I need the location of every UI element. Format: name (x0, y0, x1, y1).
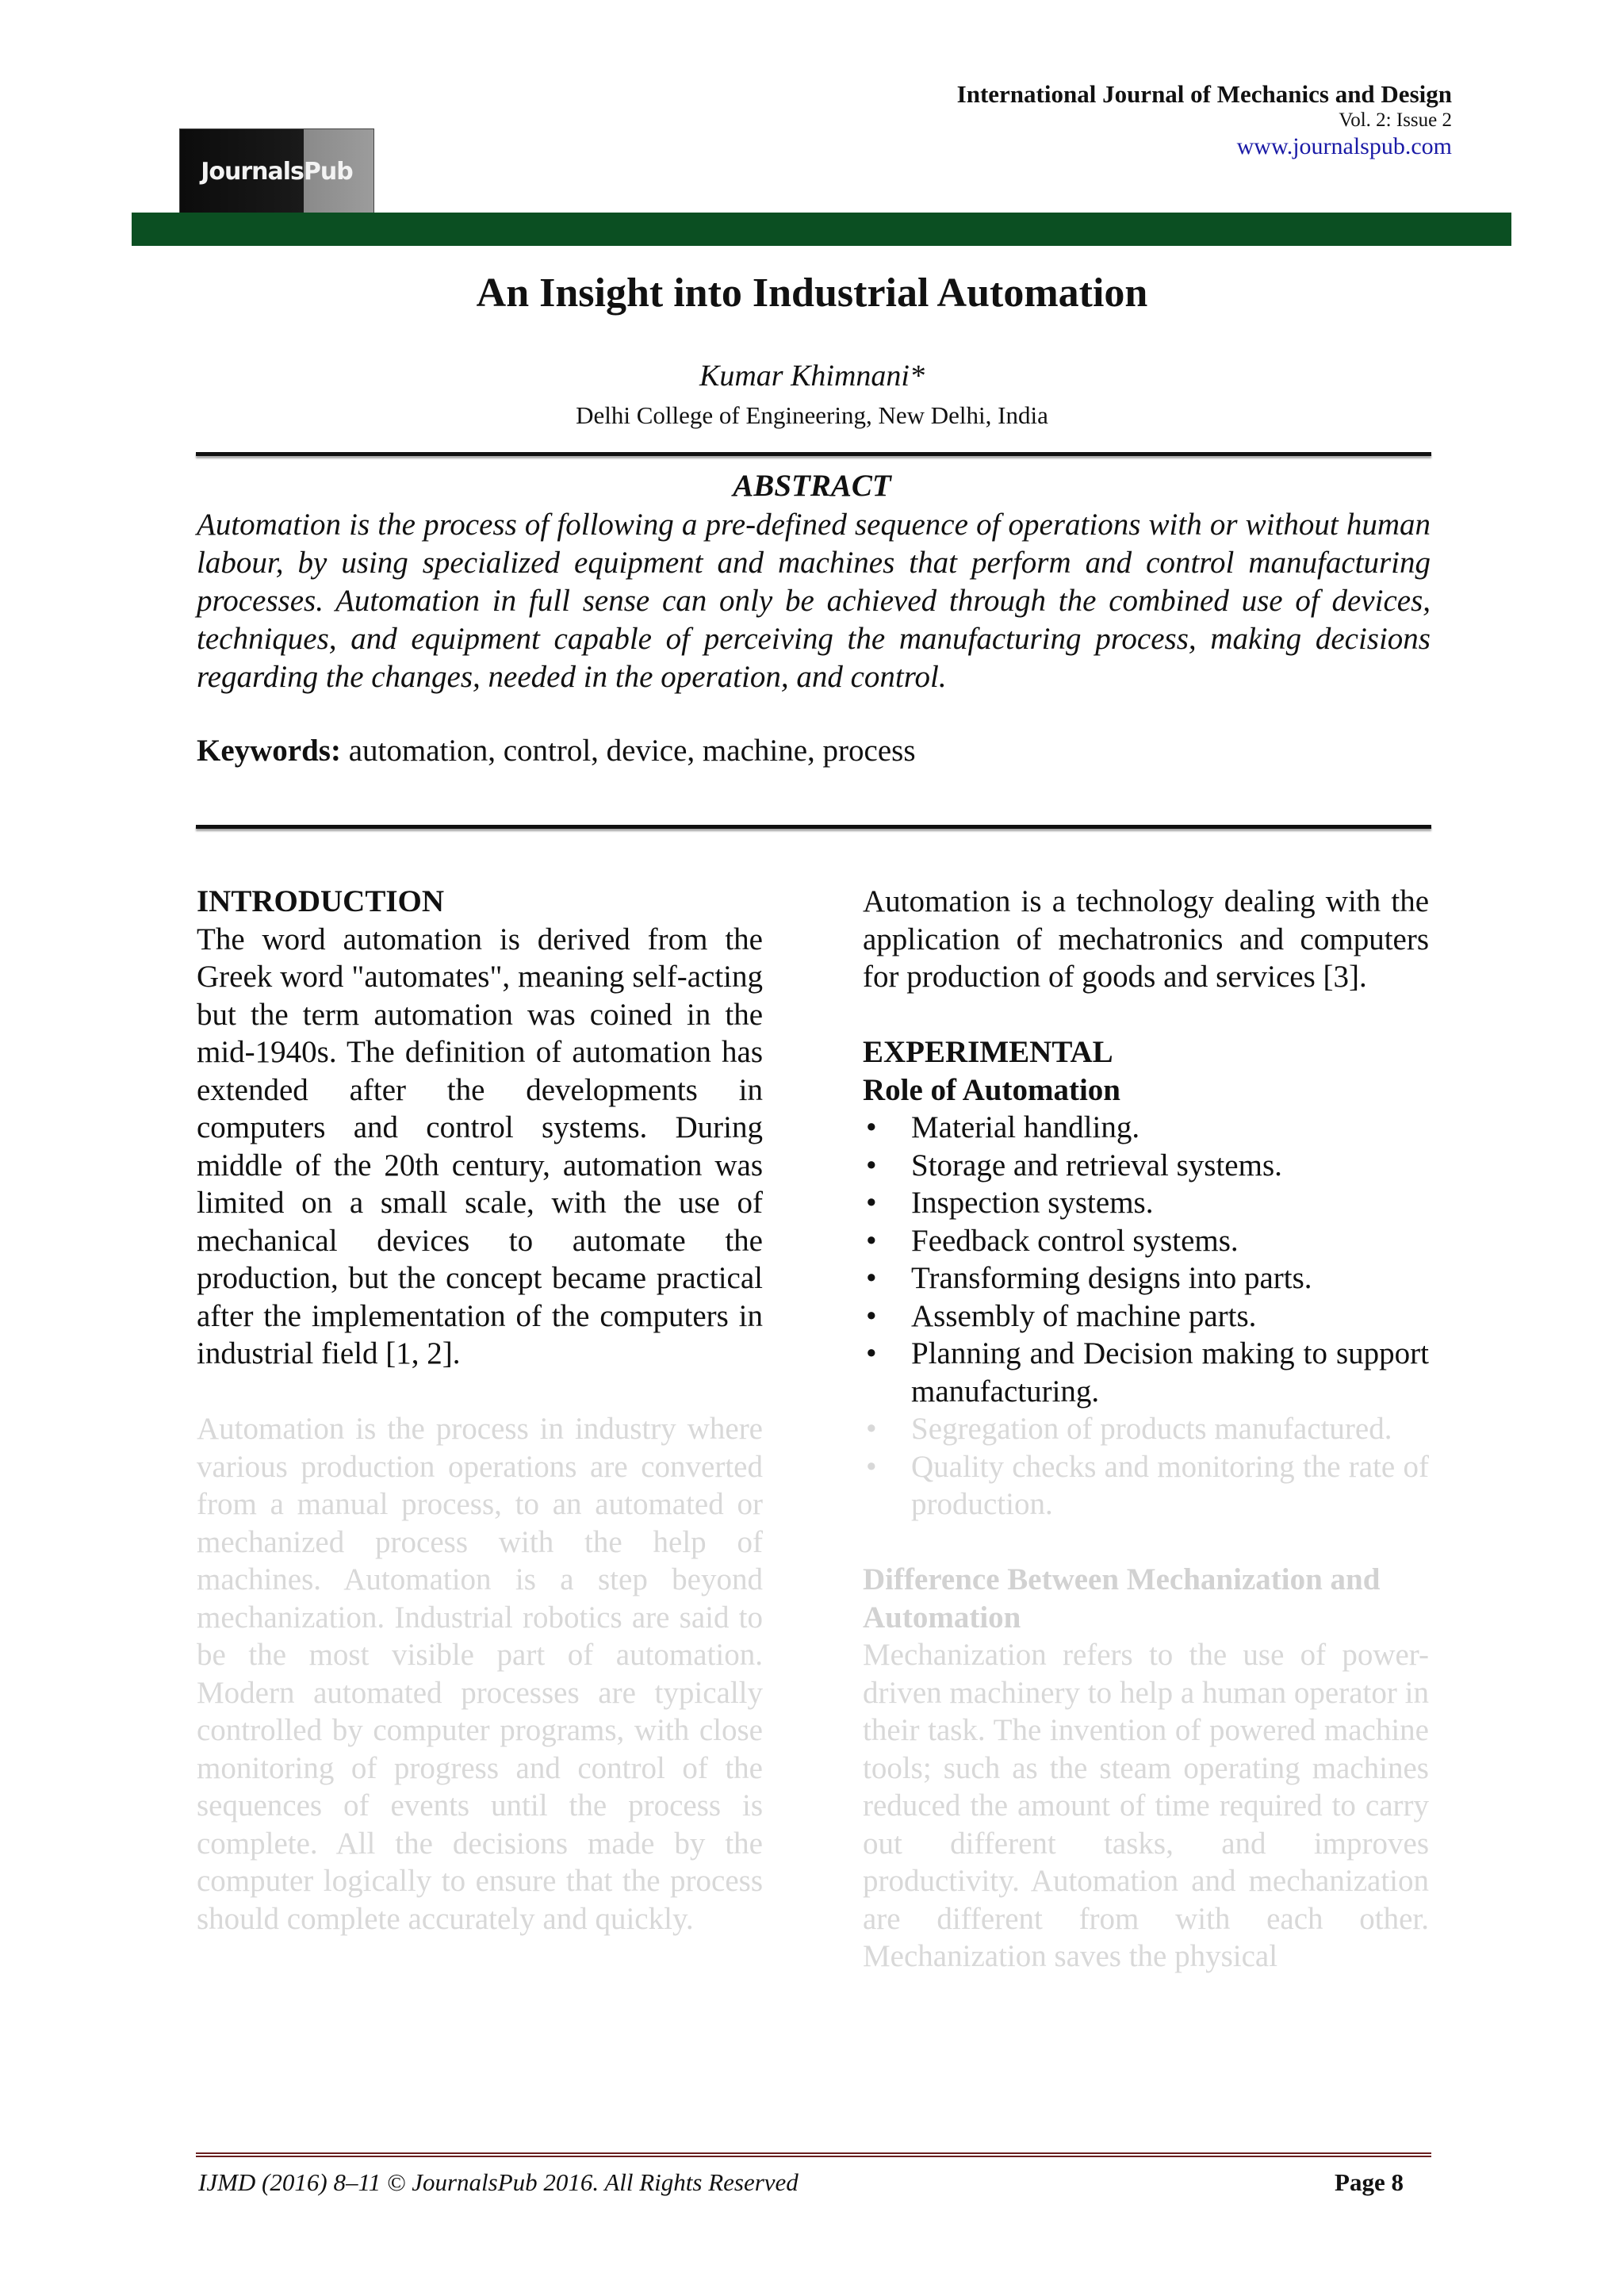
journal-issue: Vol. 2: Issue 2 (1339, 109, 1452, 132)
author-name: Kumar Khimnani* (699, 359, 925, 393)
journal-header (957, 79, 1452, 161)
journalspub-logo (179, 128, 374, 214)
page-number: Page 8 (1335, 2168, 1404, 2196)
introduction-heading: INTRODUCTION (197, 884, 445, 918)
author-affiliation: Delhi College of Engineering, New Delhi, India (576, 401, 1048, 429)
list-item: • Feedback control systems. (866, 1223, 1239, 1258)
list-item: • Quality checks and monitoring the rate of production. (866, 1449, 1429, 1521)
difference-heading: Difference Between Mechanization and Automation (863, 1562, 1381, 1635)
paper-title: An Insight into Industrial Automation (476, 270, 1148, 316)
abstract-text: Automation is the process of following a pre-defined sequence of operations with or without human labour, by using specialized equipment and machines that perform and control manufacturing processes. Automation in full sense can only be achieved through the combined use of devices, techniques, and equipment capable of perceiving the manufacturing process, making decisions regarding the changes, needed in the operation, and control. (197, 508, 1431, 694)
abstract-bottom-rule (196, 825, 1431, 829)
difference-paragraph: Mechanization refers to the use of power-driven machinery to help a human operator in their task. The invention of powered machine tools; such as the steam operating machines reduced the amount of time required to carry out different tasks, and improves productivity. Automation and mechanization are different from with each other. Mechanization saves the physical (863, 1638, 1429, 1973)
journal-name: International Journal of Mechanics and Design (956, 80, 1452, 108)
abstract-heading: ABSTRACT (733, 469, 891, 503)
list-item: • Assembly of machine parts. (866, 1298, 1257, 1333)
list-item: • Planning and Decision making to support manufacturing. (866, 1336, 1429, 1409)
footer-rule (196, 2152, 1431, 2157)
role-bullet-list (863, 1109, 1429, 1524)
automation-definition-paragraph: Automation is a technology dealing with the application of mechatronics and computers for production of goods and services [3]. (863, 884, 1429, 994)
introduction-paragraph-2: Automation is the process in industry where various production operations are converted from a manual process, to an automated or mechanized process with the help of machines. Automation is a step beyond mechanization. Industrial robotics are said to be the most visible part of automation. Modern automated processes are typically controlled by computer programs, with close monitoring of progress and control of the sequences of events until the process is complete. All the decisions made by the computer logically to ensure that the process should complete accurately and quickly. (197, 1412, 763, 1936)
footer-citation: IJMD (2016) 8–11 © JournalsPub 2016. All Rights Reserved (198, 2168, 799, 2196)
left-column (197, 883, 763, 1938)
keywords-label: Keywords: (197, 734, 341, 768)
right-column (863, 883, 1429, 1976)
experimental-heading: EXPERIMENTAL (863, 1035, 1113, 1069)
abstract-top-rule (196, 452, 1431, 456)
introduction-paragraph-1: The word automation is derived from the Greek word "automates", meaning self-acting but the term automation was coined in the mid-1940s. The definition of automation has extended after the developments in computers and control systems. During middle of the 20th century, automation was limited on a small scale, with the use of mechanical devices to automate the production, but the concept became practical after the implementation of the computers in industrial field [1, 2]. (197, 922, 763, 1370)
journal-url-link[interactable]: www.journalspub.com (1236, 133, 1452, 160)
role-of-automation-heading: Role of Automation (863, 1072, 1120, 1107)
header-bar (132, 213, 1511, 246)
list-item: • Material handling. (866, 1110, 1140, 1144)
list-item: • Transforming designs into parts. (866, 1261, 1312, 1295)
keywords-line (197, 733, 916, 769)
list-item: • Storage and retrieval systems. (866, 1148, 1282, 1182)
logo-text: JournalsPub (201, 157, 353, 186)
list-item: • Segregation of products manufactured. (866, 1412, 1392, 1446)
keywords-text: automation, control, device, machine, process (340, 734, 916, 768)
list-item: • Inspection systems. (866, 1186, 1154, 1220)
